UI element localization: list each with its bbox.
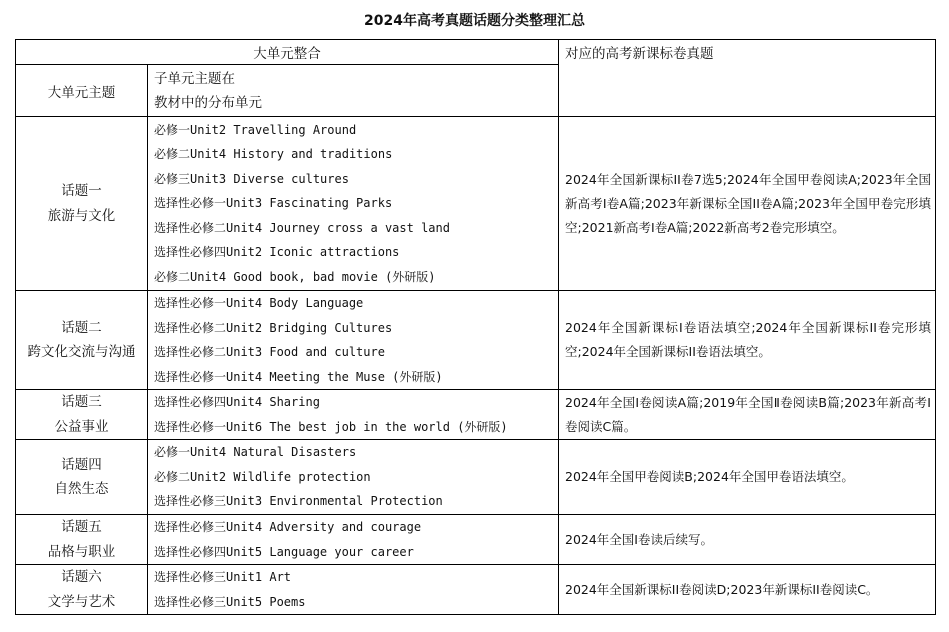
topic-name: 跨文化交流与沟通: [27, 344, 136, 360]
unit-entry: 必修二Unit4 History and traditions: [154, 147, 393, 162]
unit-entry: 必修二Unit4 Good book, bad movie (外研版): [154, 269, 436, 284]
exams-cell: 2024年全国Ⅰ卷阅读A篇;2019年全国Ⅱ卷阅读B篇;2023年新高考Ⅰ卷阅读C篇。: [559, 390, 936, 440]
topic-name: 品格与职业: [47, 543, 116, 560]
unit-entry: 选择性必修四Unit4 Sharing: [154, 395, 320, 409]
table-row: [16, 515, 936, 565]
topic-name: 自然生态: [54, 481, 109, 497]
units-cell: [148, 390, 559, 440]
topic-cell: [16, 515, 148, 565]
topic-column-header: 大单元主题: [16, 65, 148, 117]
unit-entry: 必修三Unit3 Diverse cultures: [154, 171, 349, 186]
unit-entry: 选择性必修一Unit6 The best job in the world (外研版): [154, 419, 508, 434]
unit-entry: 选择性必修三Unit4 Adversity and courage: [154, 520, 422, 534]
group-header: 大单元整合: [16, 40, 559, 65]
topic-number: 话题一: [61, 183, 102, 199]
unit-entry: 选择性必修三Unit1 Art: [154, 570, 292, 584]
unit-entry: 选择性必修二Unit3 Food and culture: [154, 345, 385, 359]
unit-entry: 选择性必修四Unit5 Language your career: [154, 544, 414, 559]
exams-cell: 2024年全国Ⅰ卷读后续写。: [559, 515, 936, 565]
topic-cell: [16, 117, 148, 291]
table-row: [16, 390, 936, 440]
exam-column-header: 对应的高考新课标卷真题: [559, 40, 936, 117]
topic-table: [15, 39, 936, 615]
unit-entry: 必修一Unit4 Natural Disasters: [154, 445, 357, 460]
topic-number: 话题二: [61, 319, 102, 336]
topic-number: 话题四: [61, 456, 102, 473]
unit-entry: 选择性必修三Unit3 Environmental Protection: [154, 494, 443, 509]
unit-entry: 选择性必修二Unit4 Journey cross a vast land: [154, 220, 450, 235]
unit-entry: 选择性必修四Unit2 Iconic attractions: [154, 245, 400, 260]
units-cell: [148, 291, 559, 390]
exams-cell: 2024年全国甲卷阅读B;2024年全国甲卷语法填空。: [559, 440, 936, 515]
topic-name: 公益事业: [54, 418, 109, 435]
unit-entry: 选择性必修一Unit4 Body Language: [154, 296, 364, 310]
header-row-group: [16, 40, 936, 65]
unit-entry: 选择性必修三Unit5 Poems: [154, 594, 306, 609]
exams-cell: 2024年全国新课标Ⅰ卷语法填空;2024年全国新课标II卷完形填空;2024年全国新课标II卷语法填空。: [559, 291, 936, 390]
unit-header-line-2: 教材中的分布单元: [154, 94, 262, 111]
exams-cell: 2024年全国新课标II卷阅读D;2023年新课标II卷阅读C。: [559, 565, 936, 615]
units-cell: [148, 440, 559, 515]
unit-entry: 选择性必修一Unit4 Meeting the Muse (外研版): [154, 369, 443, 384]
exams-cell: 2024年全国新课标II卷7选5;2024年全国甲卷阅读A;2023年全国新高考Ⅰ卷A篇;2023年新课标全国II卷A篇;2023年全国甲卷完形填空;2021新高考Ⅰ卷A篇;2022新高考2卷完形填空。: [559, 117, 936, 291]
units-cell: [148, 515, 559, 565]
table-row: [16, 440, 936, 515]
table-row: [16, 117, 936, 291]
unit-entry: 必修一Unit2 Travelling Around: [154, 122, 357, 137]
page-title: 2024年高考真题话题分类整理汇总: [364, 13, 585, 29]
units-cell: [148, 117, 559, 291]
unit-column-header: [148, 65, 559, 117]
topic-cell: [16, 291, 148, 390]
unit-entry: 必修二Unit2 Wildlife protection: [154, 469, 371, 484]
topic-number: 话题三: [61, 394, 102, 410]
table-row: [16, 565, 936, 615]
unit-header-line-1: 子单元主题在: [154, 70, 235, 87]
unit-entry: 选择性必修二Unit2 Bridging Cultures: [154, 320, 393, 335]
topic-cell: [16, 565, 148, 615]
topic-cell: [16, 440, 148, 515]
topic-number: 话题五: [61, 519, 102, 535]
units-cell: [148, 565, 559, 615]
topic-name: 旅游与文化: [47, 207, 116, 224]
topic-number: 话题六: [61, 569, 102, 585]
topic-cell: [16, 390, 148, 440]
table-row: [16, 291, 936, 390]
unit-entry: 选择性必修一Unit3 Fascinating Parks: [154, 196, 393, 211]
topic-name: 文学与艺术: [47, 593, 116, 610]
